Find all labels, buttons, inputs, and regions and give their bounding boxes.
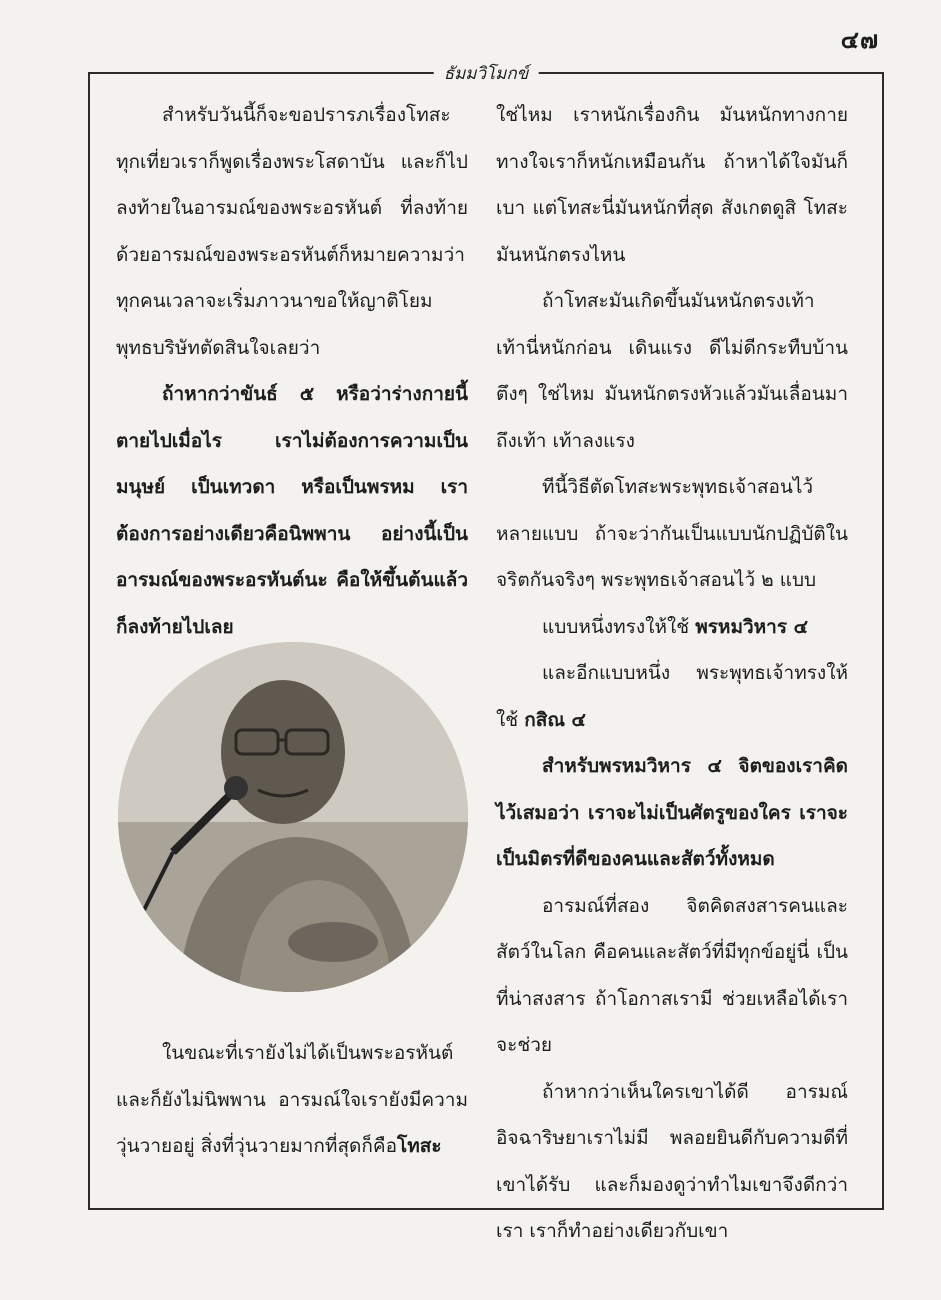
page-frame — [88, 64, 884, 1242]
right-paragraph-6-bold: สำหรับพรหมวิหาร ๔ จิตของเราคิดไว้เสมอว่า เราจะไม่เป็นศัตรูของใคร เราจะเป็นมิตรที่ดีของคนและสัตว์ทั้งหมด — [496, 755, 848, 870]
right-paragraph-4-text: แบบหนึ่งทรงให้ใช้ — [542, 615, 696, 638]
left-column — [116, 92, 468, 650]
right-paragraph-1: ใช่ไหม เราหนักเรื่องกิน มันหนักทางกาย ทางใจเราก็หนักเหมือนกัน ถ้าหาได้ใจมันก็เบา แต่โทสะนี่มันหนักที่สุด สังเกตดูสิ โทสะมันหนักตรงไหน — [496, 104, 848, 266]
right-paragraph-5-bold: กสิณ ๔ — [524, 708, 586, 731]
left-paragraph-1: สำหรับวันนี้ก็จะขอปรารภเรื่องโทสะ ทุกเที่ยวเราก็พูดเรื่องพระโสดาบัน และก็ไปลงท้ายในอารมณ์ของพระอรหันต์ ที่ลงท้ายด้วยอารมณ์ของพระอรหันต์ก็หมายความว่า ทุกคนเวลาจะเริ่มภาวนาขอให้ญาติโยมพุทธบริษัทตัดสินใจเลยว่า — [116, 104, 468, 359]
monk-photo-illustration — [118, 642, 468, 992]
left-bottom-text — [116, 1030, 468, 1170]
left-paragraph-3-bold: โทสะ — [397, 1135, 442, 1157]
right-paragraph-5 — [496, 650, 848, 743]
running-title: ธัมมวิโมกข์ — [434, 60, 539, 87]
left-paragraph-2-bold: ถ้าหากว่าขันธ์ ๕ หรือว่าร่างกายนี้ตายไปเมื่อไร เราไม่ต้องการความเป็นมนุษย์ เป็นเทวดา หรือเป็นพรหม เราต้องการอย่างเดียวคือนิพพาน อย่างนี้เป็นอารมณ์ของพระอรหันต์นะ คือให้ขึ้นต้นแล้วก็ลงท้ายไปเลย — [116, 383, 468, 638]
left-paragraph-3 — [116, 1030, 468, 1170]
right-paragraph-4 — [496, 604, 848, 651]
monk-photo — [118, 642, 468, 992]
page-number: ๔๗ — [840, 26, 879, 54]
right-paragraph-4-bold: พรหมวิหาร ๔ — [695, 615, 809, 638]
right-paragraph-8: ถ้าหากว่าเห็นใครเขาได้ดี อารมณ์อิจฉาริษยาเราไม่มี พลอยยินดีกับความดีที่เขาได้รับ และก็มองดูว่าทำไมเขาจึงดีกว่าเรา เราก็ทำอย่างเดียวกับเขา — [496, 1080, 848, 1242]
right-paragraph-6 — [496, 743, 848, 883]
right-paragraph-3: ทีนี้วิธีตัดโทสะพระพุทธเจ้าสอนไว้หลายแบบ ถ้าจะว่ากันเป็นแบบนักปฏิบัติในจริตกันจริงๆ พระพุทธเจ้าสอนไว้ ๒ แบบ — [496, 476, 848, 591]
right-paragraph-5-text: และอีกแบบหนึ่ง พระพุทธเจ้าทรงให้ใช้ — [496, 662, 848, 731]
right-paragraph-7: อารมณ์ที่สอง จิตคิดสงสารคนและสัตว์ในโลก คือคนและสัตว์ที่มีทุกข์อยู่นี่ เป็นที่น่าสงสาร ถ้าโอกาสเรามี ช่วยเหลือได้เราจะช่วย — [496, 894, 848, 1056]
left-paragraph-2 — [116, 371, 468, 650]
right-paragraph-2: ถ้าโทสะมันเกิดขึ้นมันหนักตรงเท้า เท้านี่หนักก่อน เดินแรง ดีไม่ดีกระทืบบ้าน ตึงๆ ใช่ไหม มันหนักตรงหัวแล้วมันเลื่อนมาถึงเท้า เท้าลงแรง — [496, 290, 848, 452]
right-column — [496, 92, 848, 1255]
left-paragraph-3-text: ในขณะที่เรายังไม่ได้เป็นพระอรหันต์ และก็ยังไม่นิพพาน อารมณ์ใจเรายังมีความวุ่นวายอยู่ สิ่งที่วุ่นวายมากที่สุดก็คือ — [116, 1042, 468, 1157]
